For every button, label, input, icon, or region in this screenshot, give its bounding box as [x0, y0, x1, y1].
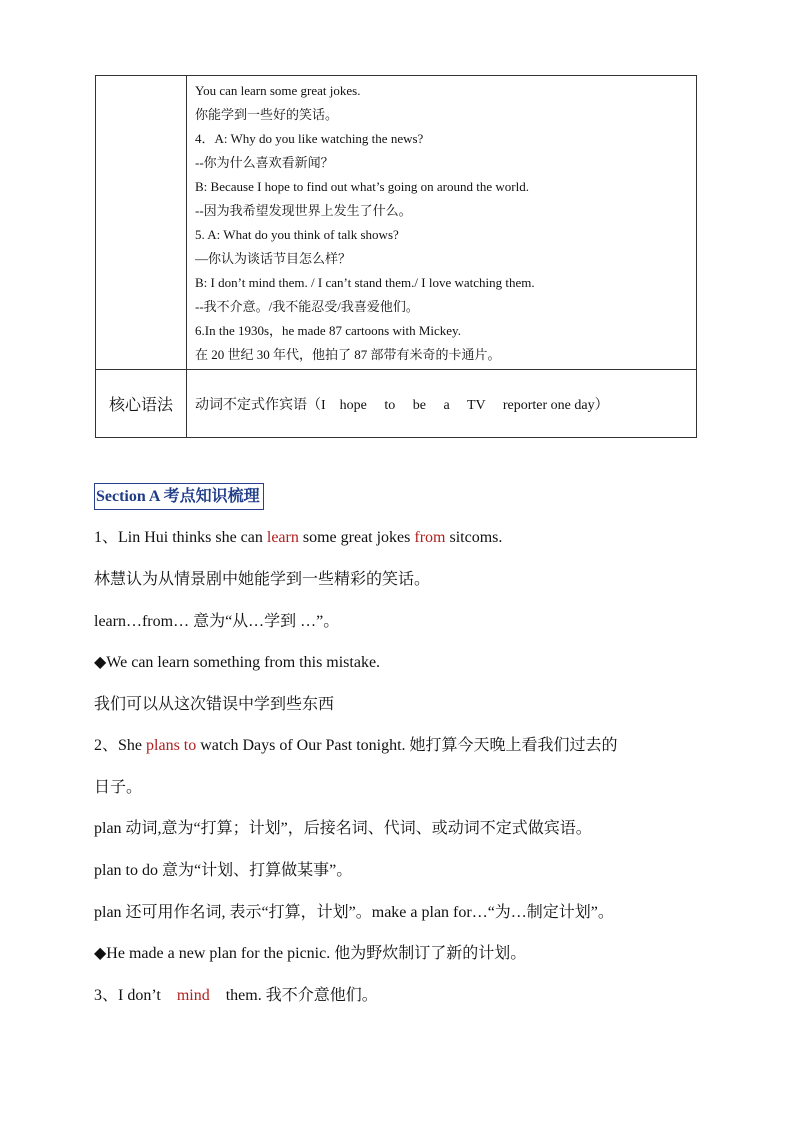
grammar-content: 动词不定式作宾语（I hope to be a TV reporter one day）: [187, 370, 697, 438]
text-span: some great jokes: [298, 529, 415, 546]
table-line: --你为什么喜欢看新闻？: [195, 155, 334, 170]
point-1-sentence: [94, 527, 502, 549]
table-line: 6.In the 1930s，he made 87 cartoons with Mickey.: [195, 323, 461, 338]
point-1-translation: 林慧认为从情景剧中她能学到一些精彩的笑话。: [94, 571, 431, 588]
table-cell-empty: [96, 76, 187, 370]
text-span: 3、I don’t: [94, 987, 177, 1004]
point-2-explanation: plan 动词,意为“打算；计划”，后接名词、代词、或动词不定式做宾语。: [94, 820, 592, 837]
summary-table: [95, 75, 697, 438]
sentences-cell: [187, 76, 697, 370]
point-2-example: ◆He made a new plan for the picnic. 他为野炊制订了新的计划。: [94, 945, 527, 962]
highlight-span: mind: [176, 987, 210, 1004]
text-span: 1、Lin Hui thinks she can: [94, 529, 267, 546]
table-line: B: I don’t mind them. / I can’t stand them./ I love watching them.: [195, 275, 535, 290]
point-2-sentence-cont: 日子。: [94, 779, 143, 796]
table-line: 5. A: What do you think of talk shows?: [195, 227, 399, 242]
section-title: Section A 考点知识梳理: [94, 483, 264, 510]
highlight-span: learn: [266, 529, 299, 546]
table-line: --我不介意。/我不能忍受/我喜爱他们。: [195, 299, 419, 314]
text-span: them. 我不介意他们。: [209, 987, 378, 1004]
grammar-heading: 核心语法: [96, 370, 187, 438]
table-row: [96, 370, 697, 438]
table-line: —你认为谈话节目怎么样？: [195, 251, 352, 266]
table-line: 你能学到一些好的笑话。: [195, 107, 339, 122]
table-line: B: Because I hope to find out what’s going on around the world.: [195, 179, 529, 194]
point-2-noun-usage: plan 还可用作名词, 表示“打算，计划”。make a plan for…“为…制定计划”。: [94, 904, 614, 921]
table-line: You can learn some great jokes.: [195, 83, 361, 98]
point-2-sentence: [94, 735, 618, 757]
text-span: watch Days of Our Past tonight. 她打算今天晚上看我们过去的: [196, 737, 618, 754]
highlight-span: from: [414, 529, 446, 546]
text-span: 2、She: [94, 737, 147, 754]
table-row: [96, 76, 697, 370]
table-line: 4．A: Why do you like watching the news?: [195, 131, 424, 146]
table-line: 在 20 世纪 30 年代，他拍了 87 部带有米奇的卡通片。: [195, 347, 501, 362]
point-1-example-translation: 我们可以从这次错误中学到些东西: [94, 696, 335, 713]
point-3-sentence: [94, 985, 378, 1007]
point-1-example: ◆We can learn something from this mistake.: [94, 654, 381, 671]
highlight-span: plans to: [146, 737, 197, 754]
point-1-explanation: learn…from… 意为“从…学到 …”。: [94, 613, 340, 630]
text-span: sitcoms.: [445, 529, 503, 546]
point-2-usage: plan to do 意为“计划、打算做某事”。: [94, 862, 353, 879]
table-line: --因为我希望发现世界上发生了什么。: [195, 203, 412, 218]
